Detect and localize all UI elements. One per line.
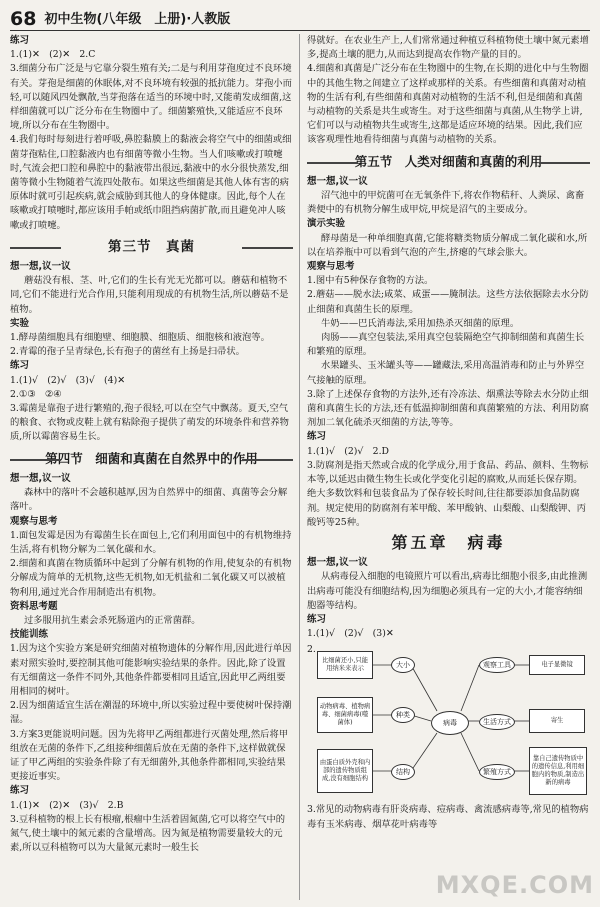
answer-paragraph: 3.细菌分布广泛是与它靠分裂生殖有关;二是与利用芽孢度过不良环境有关。芽孢是细菌的休眠体,对不良环境有较强的抵抗能力。芽孢小而轻,可以随风四处飘散,当芽孢落在适当的环境中时,又能萌发成细菌,这样细菌就可以广泛分布在生物圈中了。细菌繁殖快,又能适应不良环境,所以分布在生物圈中。 [10,63,292,132]
chapter-title: 第五章 病毒 [391,532,506,552]
section-label: 练习 [307,613,327,625]
answer-paragraph: 1.面包发霉是因为有霉菌生长在面包上,它们利用面包中的有机物维持生活,将有机物分解为二氧化碳和水。 [10,529,292,555]
structure-detail: 由蛋白质外壳和内部的遗传物质组成,没有细胞结构 [317,749,373,793]
answer-line: 牛奶——巴氏消毒法,采用加热杀灭细菌的原理。 [320,317,520,329]
section-label: 观察与思考 [307,261,355,273]
answer-line: 1.(1)✕ (2)✕ 2.C [10,49,96,61]
section-label: 观察与思考 [10,515,58,527]
reproduction-detail: 靠自己遗传物质中的遗传信息,利用细胞内的物质,制造出新的病毒 [529,747,587,795]
virus-center-node: 病毒 [431,711,469,735]
section-label: 技能训练 [10,629,49,641]
answer-paragraph: 2.蘑菇——脱水法;咸菜、咸蛋——腌制法。这些方法依据除去水分防止细菌和真菌生长的原理。 [307,289,589,315]
reproduction-node: 繁殖方式 [479,764,515,780]
answer-paragraph: 3.防腐剂是指天然或合成的化学成分,用于食品、药品、颜料、生物标本等,以延迟由微生物生长或化学变化引起的腐败,从而延长保存期。绝大多数饮料和包装食品为了保存较长时间,往往都要添加食品防腐剂。规定使用的防腐剂有苯甲酸、苯甲酸钠、山梨酸、山梨酸钾、丙酸钙等25种。 [307,459,589,528]
section-label: 演示实验 [307,218,346,230]
section-title: 第三节 真菌 [10,240,293,254]
type-detail: 动物病毒、植物病毒、细菌病毒(噬菌体) [317,697,373,733]
tool-detail: 电子显微镜 [529,655,585,675]
answer-paragraph: 沼气池中的甲烷菌可在无氧条件下,将农作物秸秆、人粪尿、禽畜粪便中的有机物分解生成甲烷,甲烷是沼气的主要成分。 [307,190,585,216]
section-label: 练习 [307,431,327,443]
answer-paragraph: 2.因为细菌适宜生活在潮湿的环境中,所以实验过程中要使树叶保持潮湿。 [10,700,292,726]
answer-paragraph: 肉肠——真空包装法,采用真空包装隔绝空气抑制细菌和真菌生长和繁殖的原理。 [307,332,585,358]
section-label: 想一想,议一议 [10,261,71,273]
answer-paragraph: 4.我们每时每刻进行着呼吸,鼻腔黏膜上的黏液会将空气中的细菌或细菌芽孢粘住,口腔黏液内也有细菌等微小生物。当人们咳嗽或打喷嚏时,气流会把口腔和鼻腔中的黏液带出很远,黏液中的水分很快蒸发,细菌等微小生物随着气流四处散布。如果这些细菌是其他人体有害的病原体时就可引起疾病,就会威胁到其他人的身体健康。因此,每个人在咳嗽或打喷嚏时,都应该用手帕或纸巾阻挡病菌扩散,而且避免冲人咳嗽或打喷嚏。 [10,134,292,231]
answer-paragraph: 从病毒侵入细胞的电镜照片可以看出,病毒比细胞小很多,由此推测出病毒可能没有细胞结构,因为细胞必须具有一定的大小,才能容纳细胞器等结构。 [307,571,588,611]
answer-line: 1.(1)√ (2)√ 2.D [307,445,389,457]
answer-paragraph: 1.因为这个实验方案是研究细菌对植物遗体的分解作用,因此进行单因素对照实验时,要控制其他可能影响实验结果的条件。因此,除了设置有无细菌这一条件不同外,其他条件都要相同且适宜,因此甲乙两组要用相同的树叶。 [10,643,292,697]
answer-paragraph: 水果罐头、玉米罐头等——罐藏法,采用高温消毒和防止与外界空气接触的原理。 [307,360,585,386]
section-title: 第五节 人类对细菌和真菌的利用 [307,155,590,169]
section-label: 实验 [10,317,30,329]
answer-paragraph: 4.细菌和真菌是广泛分布在生物圈中的生物,在长期的进化中与生物圈中的其他生物之间建立了这样或那样的关系。有些细菌和真菌对动植物的生活有利,有些细菌和真菌对动植物的生活不利,但是细菌和真菌与动植物的关系是共生或寄生。对于这些细菌与真菌,从生物学上讲,它们可以与动植物共生或寄生,这都是适应环境的结果。因此,我们应该客观理性地看待细菌与真菌与动植物的关系。 [307,63,589,146]
watermark: MXQE.COM [435,871,594,899]
section-label: 资料思考题 [10,600,58,612]
answer-paragraph: 森林中的落叶不会越积越厚,因为自然界中的细菌、真菌等会分解落叶。 [10,487,288,513]
answer-paragraph: 得就好。在农业生产上,人们常常通过种植豆科植物使土壤中氮元素增多,提高土壤的肥力,从而达到提高农作物产量的目的。 [307,35,589,61]
answer-paragraph: 3.霉菌是靠孢子进行繁殖的,孢子很轻,可以在空气中飘荡。夏天,空气的粮食、衣物或皮鞋上就有粘除孢子提供了萌发的环境条件和营养物质,所以霉菌容易生长。 [10,403,289,443]
answer-line: 1.图中有5种保存食物的方法。 [307,275,434,287]
answer-line: 1.(1)√ (2)√ (3)√ (4)✕ [10,374,125,386]
answer-paragraph: 酵母菌是一种单细胞真菌,它能将糖类物质分解成二氧化碳和水,所以在培养瓶中可以看到气泡的产生,挤瘪的气球会胀大。 [307,232,588,258]
answer-line: 1.(1)√ (2)√ (3)✕ [307,628,394,640]
structure-node: 结构 [391,764,415,780]
answer-paragraph: 蘑菇没有根、茎、叶,它们的生长有光无光都可以。蘑菇和植物不同,它们不能进行光合作用,只能利用现成的有机物生活,所以蘑菇不是植物。 [10,275,289,315]
right-column [307,34,590,904]
column-divider [299,34,300,900]
page-header [10,4,590,31]
answer-paragraph: 3.除了上述保存食物的方法外,还有冷冻法、烟熏法等除去水分防止细菌和真菌生长的方法,还有低温抑制细菌和真菌繁殖的方法、利用防腐剂加二氧化硫杀灭细菌的方法,等等。 [307,388,589,429]
answer-paragraph: 过多服用抗生素会杀死肠道内的正常菌群。 [23,614,201,626]
section-label: 练习 [10,35,30,46]
section-label: 练习 [10,785,30,797]
virus-concept-diagram [307,643,590,799]
life-mode-node: 生活方式 [479,714,515,730]
question-number: 2. [307,644,316,656]
answer-paragraph: 3.常见的动物病毒有肝炎病毒、痘病毒、禽流感病毒等,常见的植物病毒有玉米病毒、烟草花叶病毒等 [307,804,589,830]
answer-paragraph: 3.方案3更能说明问题。因为先将甲乙两组都进行灭菌处理,然后将甲组放在无菌的条件下,乙组接种细菌后放在无菌的条件下,这样做就保证了甲乙两组的实验条件除了有无细菌外,其他条件都相同,实验结果更接近事实。 [10,728,289,783]
size-node: 大小 [391,657,415,673]
answer-line: 1.(1)✕ (2)✕ (3)√ 2.B [10,799,124,811]
answer-line: 1.酵母菌细胞具有细胞壁、细胞膜、细胞质、细胞核和液泡等。 [10,332,270,344]
answer-line: 2.青霉的孢子呈青绿色,长有孢子的菌丝有上扬是扫帚状。 [10,346,245,358]
left-column [10,34,293,904]
life-mode-detail: 寄生 [529,709,585,733]
answer-paragraph: 2.细菌和真菌在物质循环中起到了分解有机物的作用,使复杂的有机物分解成为简单的无机物,这些无机物,如无机盐和二氧化碳又可以被植物利用,通过光合作用制造出有机物。 [10,558,292,598]
section-label: 想一想,议一议 [307,557,368,569]
section-title: 第四节 细菌和真菌在自然界中的作用 [10,452,293,466]
type-node: 种类 [391,707,415,723]
section-label: 想一想,议一议 [10,472,71,484]
page-number: 68 [10,8,37,30]
section-label: 想一想,议一议 [307,175,368,187]
section-label: 练习 [10,360,30,372]
book-title: 初中生物(八年级 上册)·人教版 [44,12,231,27]
answer-paragraph: 3.豆科植物的根上长有根瘤,根瘤中生活着固氮菌,它可以将空气中的氮气,使土壤中的氮元素的含量增高。因为氮是植物需要量较大的元素,所以豆科植物可以为大量氮元素时一般生长 [10,813,286,854]
answer-line: 2.①③ ②④ [10,388,62,400]
size-detail: 比细菌还小,只能用纳米来表示 [317,651,373,679]
tool-node: 观察工具 [479,657,515,673]
